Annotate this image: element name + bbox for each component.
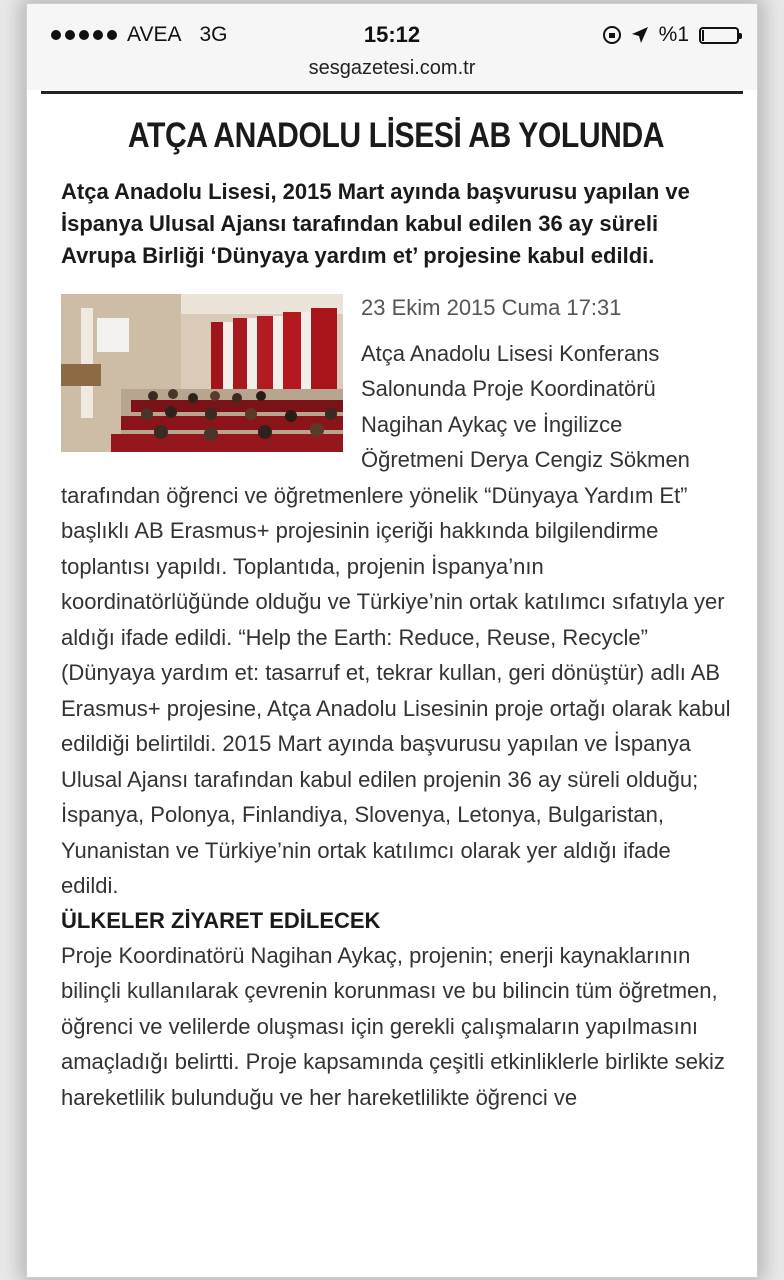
carrier-name: AVEA xyxy=(127,23,182,46)
article-title: ATÇA ANADOLU LİSESİ AB YOLUNDA xyxy=(127,116,665,155)
status-icons xyxy=(603,23,739,47)
conference-hall-image xyxy=(61,294,343,452)
article-content xyxy=(61,94,731,1115)
article-date: 23 Ekim 2015 Cuma 17:31 xyxy=(361,295,622,320)
battery-icon xyxy=(699,27,739,44)
orientation-lock-icon xyxy=(603,26,621,44)
article-photo[interactable] xyxy=(61,294,343,452)
article-lead: Atça Anadolu Lisesi, 2015 Mart ayında başvurusu yapılan ve İspanya Ulusal Ajansı tarafından kabul edilen 36 ay süreli Avrupa Birliği ‘Dünyaya yardım et’ projesine kabul edildi. xyxy=(61,179,690,268)
article-paragraph: Atça Anadolu Lisesi Konferans Salonunda Proje Koordinatörü Nagihan Aykaç ve İngilizce Öğretmeni Derya Cengiz Sökmen tarafından öğrenci ve öğretmenlere yönelik “Dünyaya Yardım Et” başlıklı AB Erasmus+ projesinin içeriği hakkında bilgilendirme toplantısı yapıldı. Toplantıda, projenin İspanya’nın koordinatörlüğünde olduğu ve Türkiye’nin ortak katılımcı sıfatıyla yer aldığı ifade edildi. “Help the Earth: Reduce, Reuse, Recycle” (Dünyaya yardım et: tasarruf et, tekrar kullan, geri dönüştür) adlı AB Erasmus+ projesine, Atça Anadolu Lisesinin proje ortağı olarak kabul edildiği belirtildi. 2015 Mart ayında başvurusu yapılan ve İspanya Ulusal Ajansı tarafından kabul edilen projenin 36 ay süreli olduğu; İspanya, Polonya, Finlandiya, Slovenya, Letonya, Bulgaristan, Yunanistan ve Türkiye’nin ortak katılımcı olarak yer aldığı ifade edildi. xyxy=(61,340,731,898)
status-time: 15:12 xyxy=(363,22,421,47)
url-text[interactable]: sesgazetesi.com.tr xyxy=(308,57,476,79)
network-type: 3G xyxy=(199,23,228,46)
article-subheading: ÜLKELER ZİYARET EDİLECEK xyxy=(61,907,381,933)
address-bar[interactable] xyxy=(27,54,757,90)
article-body xyxy=(61,290,731,1115)
battery-percent: %1 xyxy=(658,23,689,46)
location-arrow-icon xyxy=(631,26,649,44)
screenshot-frame xyxy=(26,3,758,1278)
article-paragraph: Proje Koordinatörü Nagihan Aykaç, projenin; enerji kaynaklarının bilinçli kullanılarak çevrenin korunması ve bu bilincin tüm öğretmen, öğrenci ve velilerde oluşması için gerekli çalışmaların yapılmasını amaçladığı belirtti. Proje kapsamında çeşitli etkinliklerle birlikte sekiz hareketlilik bulunduğu ve her hareketlilikte öğrenci ve xyxy=(61,942,725,1110)
